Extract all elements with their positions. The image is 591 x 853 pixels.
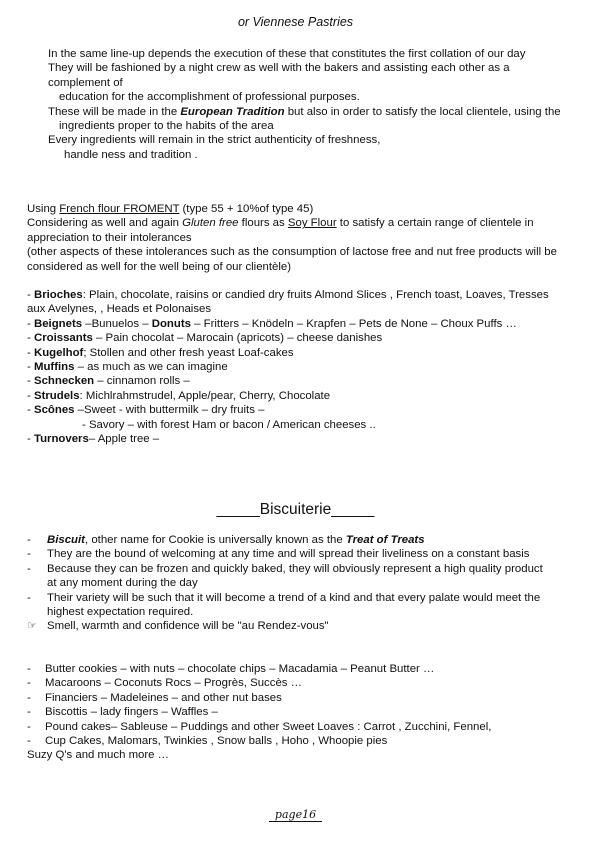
item-desc: : Michlrahmstrudel, Apple/pear, Cherry, Chocolate [79, 389, 331, 402]
item-desc: ; Stollen and other fresh yeast Loaf-cakes [83, 346, 294, 359]
european-tradition-emphasis: European Tradition [180, 105, 285, 118]
flour-section [27, 202, 567, 274]
dash: - [27, 720, 31, 733]
item-name: Kugelhof [33, 346, 84, 359]
gluten-free-italic: Gluten free [182, 217, 239, 230]
list-item [27, 331, 567, 345]
soy-flour-underlined: Soy Flour [287, 217, 337, 230]
dash: - [27, 375, 34, 388]
intro-line: Every ingredients will remain in the strict authenticity of freshness, [48, 134, 381, 147]
item-name: Scônes [33, 404, 75, 417]
dash: - [27, 548, 31, 561]
flour-text: flours as [238, 217, 288, 230]
page-number-text: page16 [269, 808, 322, 822]
item-name: Croissants [33, 332, 93, 345]
item-desc: , other name for Cookie is universally known as the [84, 534, 346, 546]
list-item: - Savory – with forest Ham or bacon / American cheeses .. [82, 418, 376, 431]
treat-emphasis: Treat of Treats [345, 534, 425, 546]
dash: - [27, 591, 31, 604]
item-desc: – Apple tree – [88, 433, 160, 446]
list-item [27, 705, 552, 719]
list-item [27, 676, 552, 690]
flour-text: (type 55 + 10%of type 45) [179, 203, 314, 215]
intro-line: ingredients proper to the habits of the area [59, 120, 274, 133]
list-item [27, 734, 552, 748]
item-desc: – Fritters – Knödeln – Krapfen – Pets de None – Choux Puffs … [190, 317, 517, 330]
dash: - [27, 691, 31, 704]
intro-line: In the same line-up depends the execution of these that constitutes the first collation of our day [48, 48, 526, 60]
dash: - [27, 706, 31, 719]
cookies-list [27, 662, 552, 763]
list-item [27, 533, 552, 547]
flour-line [27, 216, 567, 245]
flour-line [27, 202, 567, 216]
pastries-list [27, 288, 567, 446]
item-text: Financiers – Madeleines – and other nut bases [45, 691, 282, 704]
dash: - [27, 361, 34, 374]
item-text: Because they can be frozen and quickly baked, they will obviously represent a high quality product at any moment during the day [47, 562, 543, 590]
item-name: Donuts [151, 317, 191, 330]
item-text: Their variety will be such that it will become a trend of a kind and that every palate would meet the highest expectation required. [47, 591, 541, 619]
dash: - [27, 389, 34, 402]
item-name: Strudels [33, 389, 80, 402]
list-item [27, 662, 552, 676]
item-text: Butter cookies – with nuts – chocolate chips – Macadamia – Peanut Butter … [45, 663, 435, 675]
flour-text: Using [27, 203, 60, 215]
list-item [27, 547, 552, 561]
list-item [27, 562, 552, 591]
item-desc: –Bunuelos – [82, 317, 152, 330]
item-name: Muffins [33, 361, 75, 374]
list-item [27, 720, 552, 734]
dash: - [27, 534, 31, 546]
item-text [47, 533, 552, 547]
biscuiterie-list [27, 533, 552, 634]
list-item [27, 346, 567, 360]
list-item [27, 619, 552, 633]
flour-line: (other aspects of these intolerances such as the consumption of lactose free and nut free products will be considered as well for the well being of our clientèle) [27, 246, 557, 273]
item-text: Macaroons – Coconuts Rocs – Progrès, Succès … [45, 677, 303, 690]
biscuit-emphasis: Biscuit [47, 534, 85, 546]
section-title-biscuiterie: _____Biscuiterie_____ [216, 501, 375, 518]
intro-line: handle ness and tradition . [64, 148, 198, 161]
list-item [27, 360, 567, 374]
item-text: Biscottis – lady fingers – Waffles – [45, 706, 218, 719]
list-item-continuation: Suzy Q's and much more … [27, 749, 170, 762]
dash: - [27, 433, 34, 446]
item-desc: –Sweet - with buttermilk – dry fruits – [74, 404, 265, 417]
list-item [27, 403, 567, 417]
dash: - [27, 404, 34, 417]
item-desc: – Pain chocolat – Marocain (apricots) – cheese danishes [92, 332, 383, 345]
item-desc: – as much as we can imagine [74, 361, 228, 374]
item-text: Cup Cakes, Malomars, Twinkies , Snow balls , Hoho , Whoopie pies [45, 735, 388, 748]
intro-line: They will be fashioned by a night crew as well with the bakers and assisting each other as a complement of [48, 62, 510, 89]
flour-text: to satisfy a certain range of clientele in appreciation to their intolerances [27, 217, 534, 244]
page-number [0, 808, 591, 822]
intro-section [48, 47, 563, 162]
dash: - [27, 562, 31, 575]
item-text: They are the bound of welcoming at any time and will spread their liveliness on a constant basis [47, 548, 530, 561]
dash: - [27, 332, 34, 345]
dash: - [27, 317, 34, 330]
dash: - [27, 677, 31, 690]
item-name: Brioches [33, 289, 83, 301]
list-item [27, 288, 567, 317]
list-item [27, 432, 567, 446]
pointing-hand-icon: ☞ [27, 620, 37, 633]
intro-text: These will be made in the [48, 105, 181, 118]
item-text: Pound cakes– Sableuse – Puddings and other Sweet Loaves : Carrot , Zucchini, Fennel, [45, 720, 492, 733]
french-flour-underlined: French flour FROMENT [59, 203, 180, 215]
item-name: Schnecken [33, 375, 95, 388]
list-item [27, 591, 552, 620]
list-item [27, 389, 567, 403]
item-name: Turnovers [33, 433, 89, 446]
intro-text: but also in order to satisfy the local clientele, using the [284, 105, 561, 118]
dash: - [27, 663, 31, 675]
flour-text: Considering as well and again [27, 217, 183, 230]
list-item [27, 317, 567, 331]
item-desc: – cinnamon rolls – [94, 375, 190, 388]
item-text: Smell, warmth and confidence will be "au Rendez-vous" [47, 620, 329, 633]
list-item [27, 374, 567, 388]
list-item [27, 691, 552, 705]
intro-line [48, 105, 563, 119]
intro-line: education for the accomplishment of professional purposes. [59, 91, 360, 104]
item-name: Beignets [33, 317, 83, 330]
page-heading: or Viennese Pastries [237, 15, 354, 29]
dash: - [27, 289, 34, 301]
item-desc: : Plain, chocolate, raisins or candied dry fruits Almond Slices , French toast, Loaves, Tresses aux Avelynes, , Heads et Polonaises [27, 289, 549, 316]
dash: - [27, 346, 34, 359]
dash: - [27, 735, 31, 748]
